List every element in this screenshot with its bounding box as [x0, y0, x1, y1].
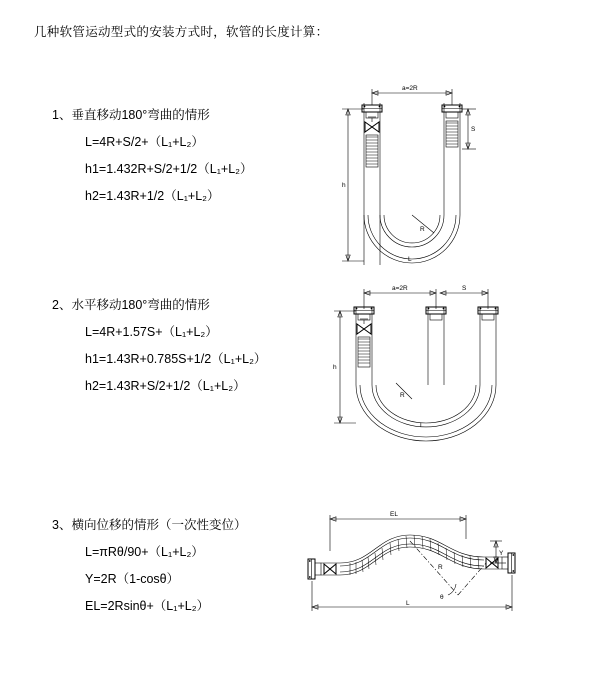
- section-3-figure: [290, 495, 540, 635]
- section-2-formula-2: h1=1.43R+0.785S+1/2（L₁+L₂）: [85, 352, 267, 366]
- section-1-title: 1、垂直移动180°弯曲的情形: [52, 108, 210, 122]
- horizontal-180-bend-drawing: [300, 265, 540, 455]
- section-3-formula-3: EL=2Rsinθ+（L₁+L₂）: [85, 599, 210, 613]
- label-height-dim: h: [342, 182, 346, 189]
- section-3-title: 3、横向位移的情形（一次性变位）: [52, 518, 247, 532]
- label-right-dim: Y: [499, 550, 504, 557]
- label-radius: R: [400, 392, 405, 399]
- label-top-dim: EL: [390, 511, 398, 518]
- section-1-formula-2: h1=1.432R+S/2+1/2（L₁+L₂）: [85, 162, 253, 176]
- label-length: L: [406, 600, 410, 607]
- section-3-formula-2: Y=2R（1-cosθ）: [85, 572, 180, 586]
- section-1-text: [52, 105, 312, 213]
- section-2-formula-1: L=4R+1.57S+（L₁+L₂）: [85, 325, 218, 339]
- section-1-formula-3: h2=1.43R+1/2（L₁+L₂）: [85, 189, 220, 203]
- section-1-formula-1: L=4R+S/2+（L₁+L₂）: [85, 135, 204, 149]
- label-top-dim2: S: [462, 285, 467, 292]
- section-3-formula-1: L=πRθ/90+（L₁+L₂）: [85, 545, 204, 559]
- label-top-dim: a=2R: [392, 285, 408, 292]
- section-1-figure: [300, 65, 530, 280]
- section-2-title: 2、水平移动180°弯曲的情形: [52, 298, 210, 312]
- vertical-180-bend-drawing: [300, 65, 530, 280]
- label-angle: θ: [440, 594, 444, 601]
- label-length: L: [420, 422, 424, 429]
- page-title: 几种软管运动型式的安装方式时，软管的长度计算：: [34, 25, 329, 39]
- label-height-dim: h: [333, 364, 337, 371]
- label-top-dim: a=2R: [402, 85, 418, 92]
- section-3-text: [52, 515, 312, 623]
- section-2-formula-3: h2=1.43R+S/2+1/2（L₁+L₂）: [85, 379, 246, 393]
- label-right-dim: S: [471, 126, 476, 133]
- lateral-offset-drawing: [290, 495, 540, 635]
- section-2-figure: [300, 265, 540, 455]
- label-radius: R: [420, 226, 425, 233]
- section-2-text: [52, 295, 312, 403]
- label-length: L: [408, 256, 412, 263]
- label-radius: R: [438, 564, 443, 571]
